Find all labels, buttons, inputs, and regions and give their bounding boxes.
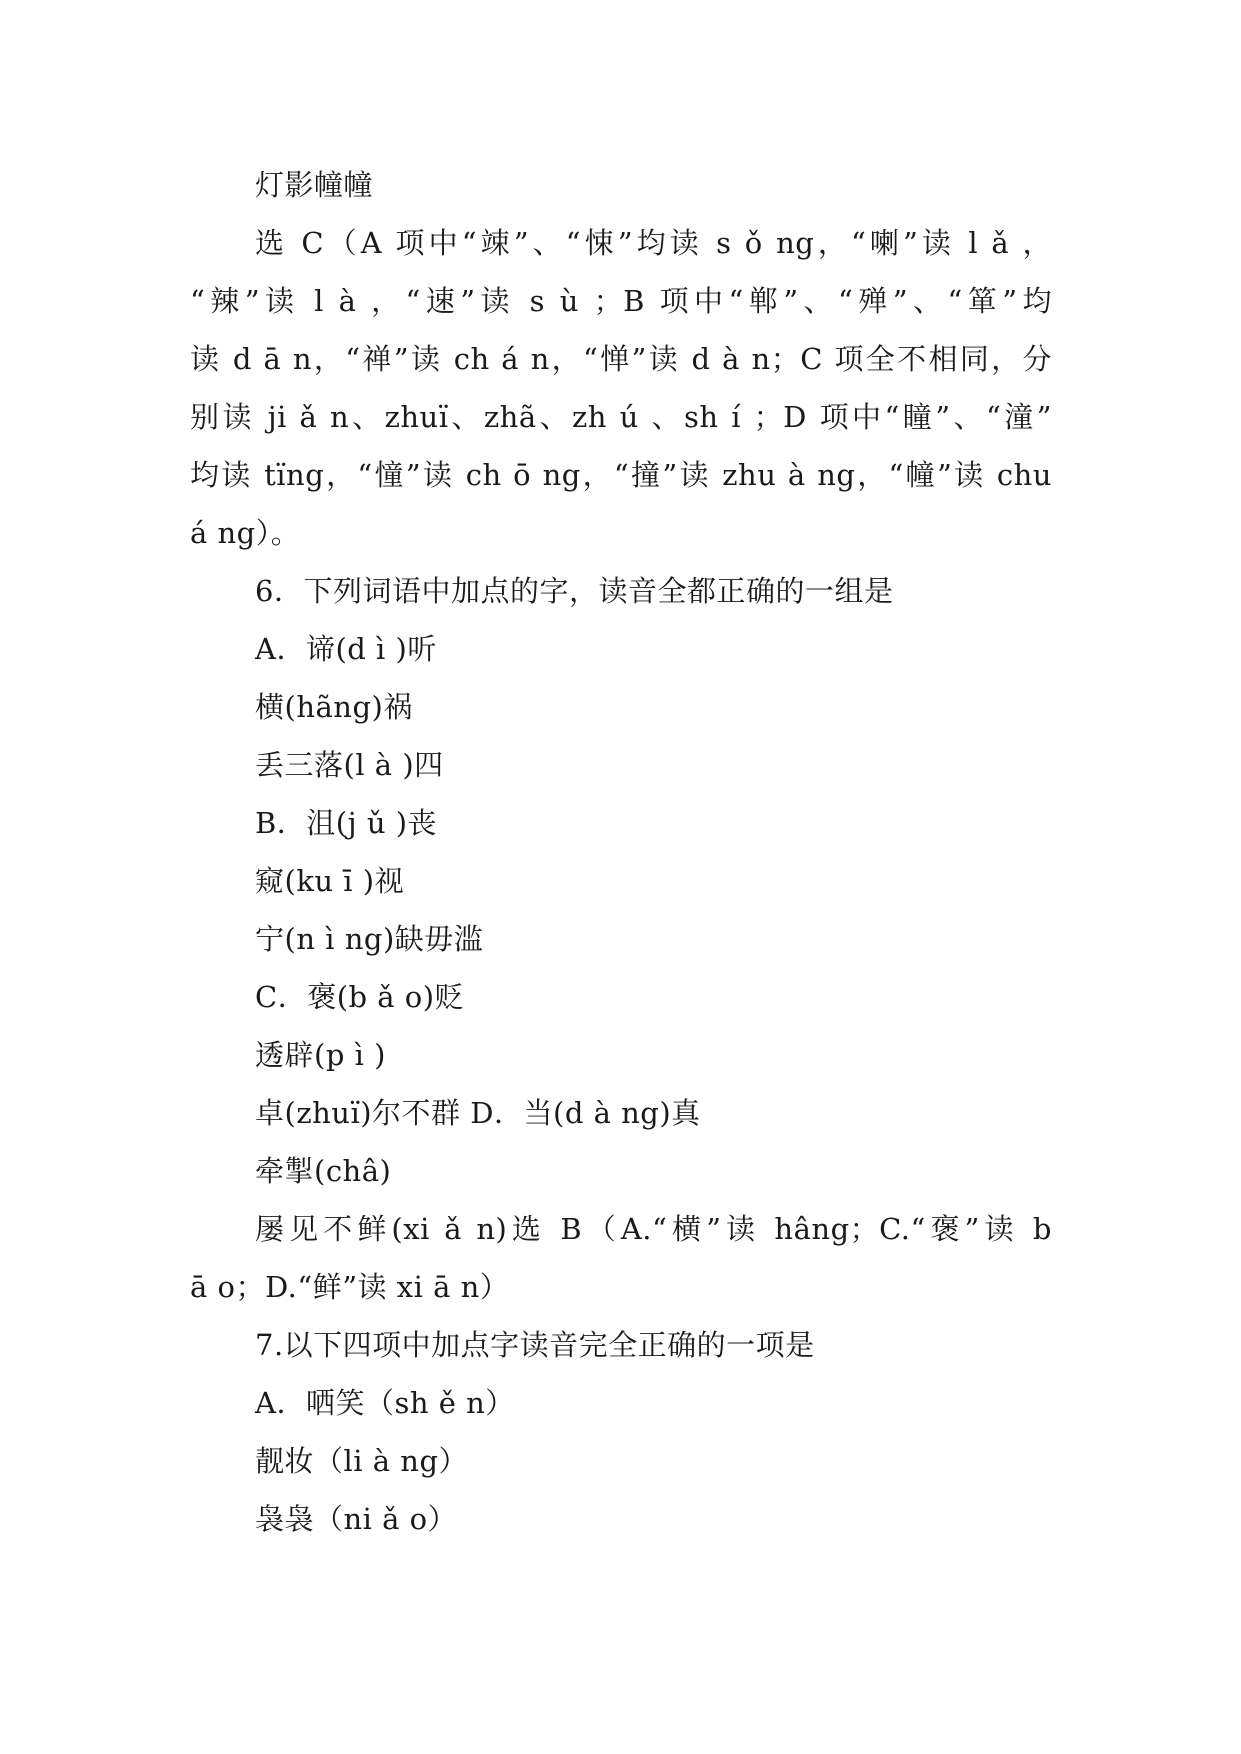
- question-7: 7.以下四项中加点字读音完全正确的一项是: [255, 1328, 815, 1362]
- text-line: 宁(n ì ng)缺毋滥: [255, 922, 484, 956]
- option-a: A．谛(d ì )听: [255, 632, 437, 666]
- option-b: B．沮(j ǔ )丧: [255, 806, 438, 840]
- option-d: 卓(zhuï)尔不群 D．当(d à ng)真: [255, 1096, 701, 1130]
- text-line: “辣”读 l à ，“速”读 s ù ；B 项中“郸”、“殚”、“箪”均: [190, 284, 1052, 318]
- text-line: á ng）。: [190, 516, 301, 550]
- text-line: 选 C（A 项中“竦”、“悚”均读 s ǒ ng，“喇”读 l ǎ ，: [255, 226, 1052, 260]
- option-a: A．哂笑（sh ě n）: [255, 1386, 515, 1420]
- text-line: ā o；D.“鲜”读 xi ā n）: [190, 1270, 510, 1304]
- text-line: 袅袅（ni ǎ o）: [255, 1502, 458, 1536]
- text-line: 窥(ku ī )视: [255, 864, 405, 898]
- text-line: 读 d ā n，“禅”读 ch á n，“惮”读 d à n；C 项全不相同，分: [190, 342, 1052, 376]
- question-6: 6．下列词语中加点的字，读音全都正确的一组是: [255, 574, 894, 608]
- answer-explanation: 屡见不鲜(xi ǎ n)选 B（A.“横”读 hâng；C.“褒”读 b: [255, 1212, 1052, 1246]
- text-line: 横(hãng)祸: [255, 690, 413, 724]
- text-line: 灯影幢幢: [255, 168, 374, 202]
- text-line: 均读 tïng，“憧”读 ch ō ng，“撞”读 zhu à ng，“幢”读 chu: [190, 458, 1052, 492]
- text-line: 别读 ji ǎ n、zhuï、zhã、zh ú 、sh í ；D 项中“瞳”、“潼”: [190, 400, 1052, 434]
- text-line: 牵掣(châ): [255, 1154, 392, 1188]
- text-line: 靓妆（li à ng）: [255, 1444, 469, 1478]
- text-line: 透辟(p ì ): [255, 1038, 386, 1072]
- option-c: C．褒(b ǎ o)贬: [255, 980, 465, 1014]
- text-line: 丢三落(l à )四: [255, 748, 444, 782]
